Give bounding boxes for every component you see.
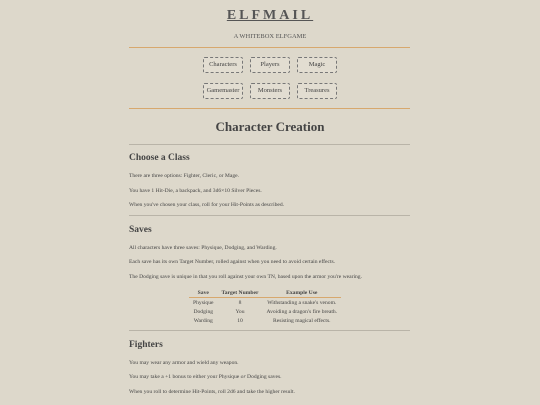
table-cell: Warding: [193, 317, 213, 324]
fighters-paragraph: [129, 374, 419, 380]
section-heading-saves: Saves: [129, 225, 152, 235]
saves-table: [189, 289, 341, 325]
saves-paragraph: All characters have three saves: Physique, Dodging, and Warding.: [129, 245, 277, 251]
table-cell: You: [235, 308, 245, 315]
site-title[interactable]: ELFMAIL: [226, 8, 314, 23]
nav-gamemaster-button[interactable]: Gamemaster: [203, 83, 243, 99]
nav-characters-button[interactable]: Characters: [203, 57, 243, 73]
header-divider: [129, 47, 410, 48]
table-header-row: [189, 289, 341, 298]
class-paragraph: You have 1 Hit-Die, a backpack, and 3d6×10 Silver Pieces.: [129, 188, 262, 194]
saves-paragraph: Each save has its own Target Number, rolled against when you need to avoid certain effects.: [129, 259, 336, 265]
fighters-paragraph: You may wear any armor and wield any weapon.: [129, 360, 239, 366]
fighters-text: You may take a +1 bonus to either your Physique: [129, 374, 241, 380]
saves-paragraph: The Dodging save is unique in that you roll against your own TN, based upon the armor you're wearing.: [129, 274, 362, 280]
nav-players-button[interactable]: Players: [250, 57, 290, 73]
table-header: Target Number: [218, 289, 263, 298]
site-subtitle: A WHITEBOX ELFGAME: [233, 33, 307, 40]
section-divider: [129, 330, 410, 331]
section-heading-class: Choose a Class: [129, 153, 190, 163]
page-title: Character Creation: [215, 119, 325, 134]
section-heading-fighters: Fighters: [129, 340, 163, 350]
nav-magic-button[interactable]: Magic: [297, 57, 337, 73]
class-paragraph: When you've chosen your class, roll for your Hit-Points as described.: [129, 202, 285, 208]
fighters-paragraph: When you roll to determine Hit-Points, roll 2d6 and take the higher result.: [129, 389, 295, 395]
table-cell: Withstanding a snake's venom.: [267, 299, 337, 306]
title-divider: [129, 144, 410, 145]
table-cell: 10: [237, 317, 243, 324]
table-cell: 8: [238, 299, 242, 306]
nav-divider: [129, 108, 410, 109]
section-divider: [129, 215, 410, 216]
table-cell: Resisting magical effects.: [273, 317, 331, 324]
nav-monsters-button[interactable]: Monsters: [250, 83, 290, 99]
table-header: Example Use: [262, 289, 341, 298]
class-paragraph: There are three options: Fighter, Cleric, or Mage.: [129, 173, 240, 179]
fighters-text: Dodging saves.: [245, 374, 282, 380]
table-row: [189, 307, 341, 316]
table-row: [189, 298, 341, 308]
table-cell: Dodging: [193, 308, 214, 315]
table-header: Save: [189, 289, 218, 298]
table-cell: Avoiding a dragon's fire breath.: [266, 308, 338, 315]
fighters-emphasis: or: [240, 374, 246, 380]
nav-treasures-button[interactable]: Treasures: [297, 83, 337, 99]
table-cell: Physique: [193, 299, 214, 306]
table-row: [189, 316, 341, 325]
